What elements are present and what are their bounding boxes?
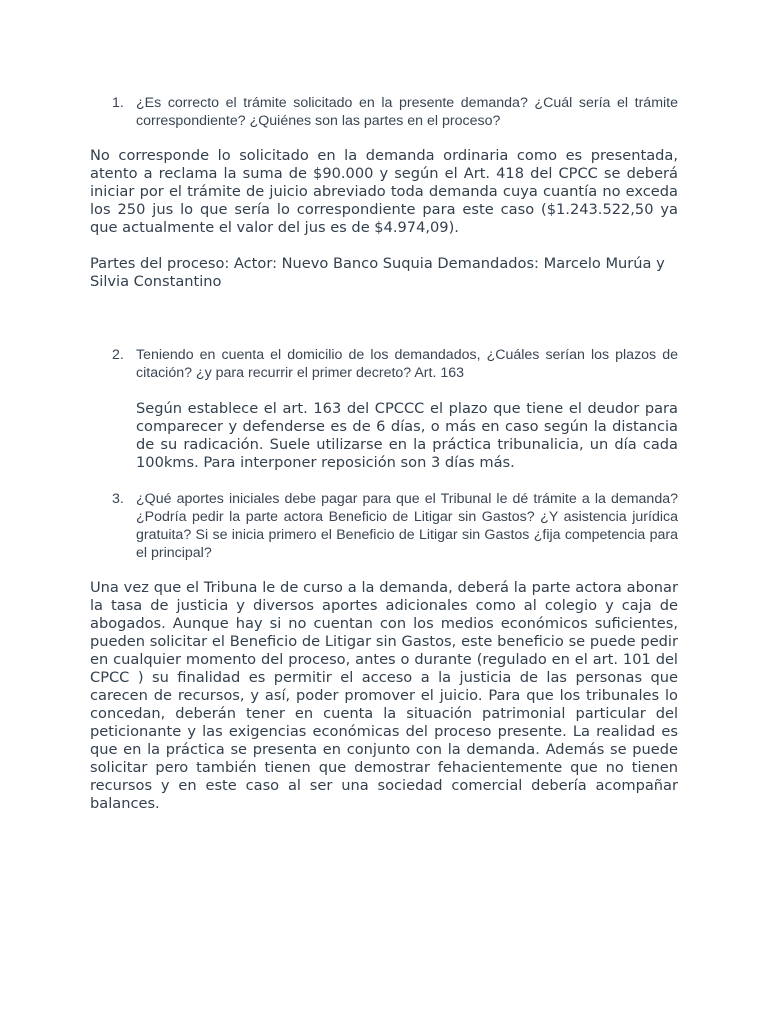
answer-1: No corresponde lo solicitado en la demanda ordinaria como es presentada, atento a reclama la suma de $90.000 y según el Art. 418 del CPCC se deberá iniciar por el trámite de juicio abreviado toda demanda cuya cuantía no exceda los 250 jus lo que sería lo correspondiente para este caso ($1.243.522,50 ya que actualmente el valor del jus es de $4.974,09). [90, 147, 678, 236]
question-2-text: Teniendo en cuenta el domicilio de los demandados, ¿Cuáles serían los plazos de citación? ¿y para recurrir el primer decreto? Art. 163 [136, 347, 678, 381]
question-2 [112, 346, 678, 382]
question-3-number: 3. [112, 491, 124, 507]
question-2-number: 2. [112, 347, 124, 363]
question-1-text: ¿Es correcto el trámite solicitado en la presente demanda? ¿Cuál sería el trámite correspondiente? ¿Quiénes son las partes en el proceso? [136, 95, 678, 129]
question-1-number: 1. [112, 95, 124, 111]
question-3 [112, 490, 678, 562]
question-1 [112, 94, 678, 130]
question-3-text: ¿Qué aportes iniciales debe pagar para que el Tribunal le dé trámite a la demanda? ¿Podría pedir la parte actora Beneficio de Litigar sin Gastos? ¿Y asistencia jurídica gratuita? Si se inicia primero el Beneficio de Litigar sin Gastos ¿fija competencia para el principal? [136, 491, 678, 561]
answer-2: Según establece el art. 163 del CPCCC el plazo que tiene el deudor para comparecer y defenderse es de 6 días, o más en caso según la distancia de su radicación. Suele utilizarse en la práctica tribunalicia, un día cada 100kms. Para interponer reposición son 3 días más. [136, 400, 678, 471]
parties-paragraph: Partes del proceso: Actor: Nuevo Banco Suquia Demandados: Marcelo Murúa y Silvia Constantino [90, 255, 665, 290]
answer-3: Una vez que el Tribuna le de curso a la demanda, deberá la parte actora abonar la tasa de justicia y diversos aportes adicionales como al colegio y caja de abogados. Aunque hay si no cuentan con los medios económicos suficientes, pueden solicitar el Beneficio de Litigar sin Gastos, este beneficio se puede pedir en cualquier momento del proceso, antes o durante (regulado en el art. 101 del CPCC ) su finalidad es permitir el acceso a la justicia de las personas que carecen de recursos, y así, poder promover el juicio. Para que los tribunales lo concedan, deberán tener en cuenta la situación patrimonial particular del peticionante y las exigencias económicas del proceso presente. La realidad es que en la práctica se presenta en conjunto con la demanda. Además se puede solicitar pero también tienen que demostrar fehacientemente que no tienen recursos y en este caso al ser una sociedad comercial debería acompañar balances. [90, 579, 678, 812]
